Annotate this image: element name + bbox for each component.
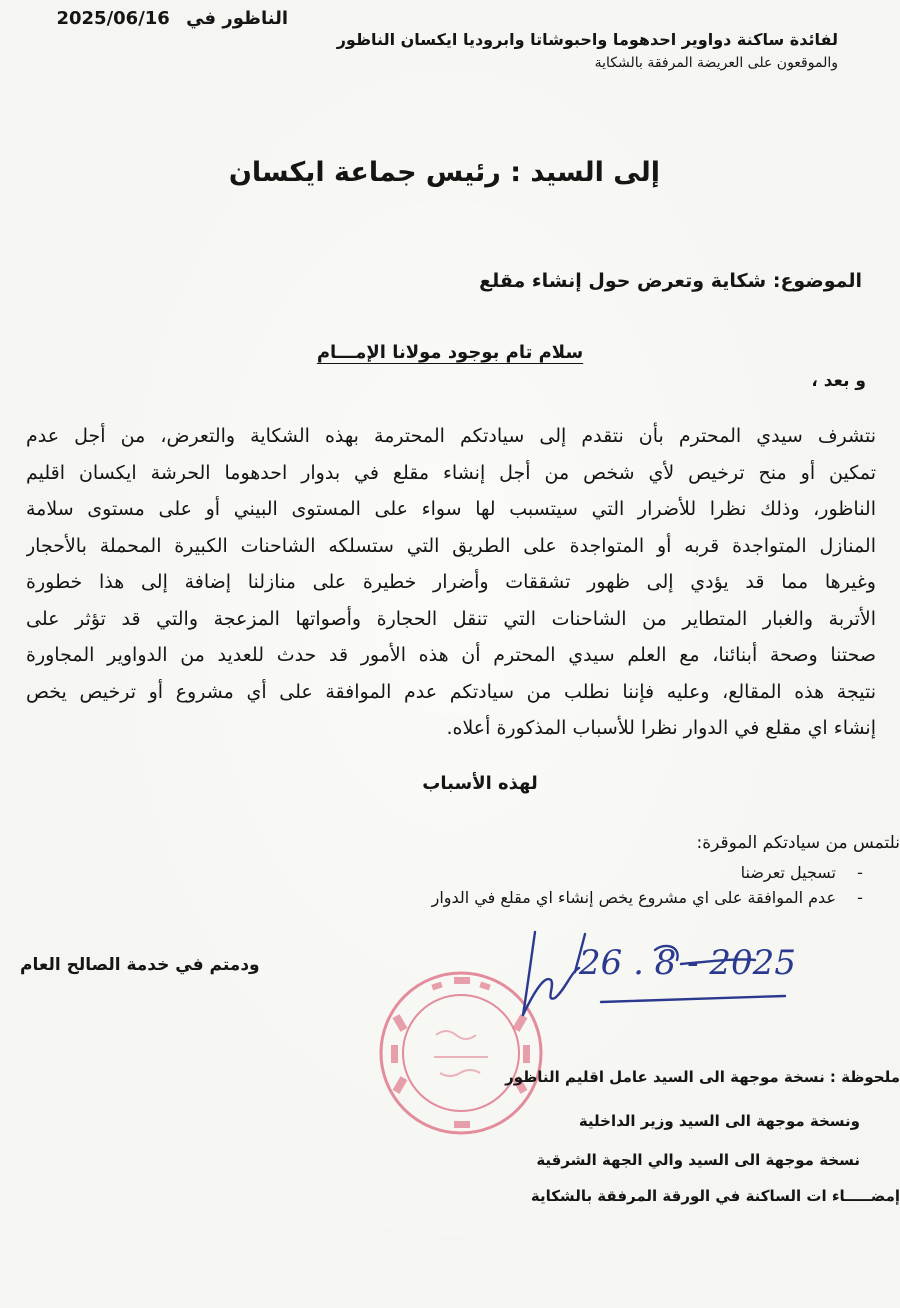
salutation-line: سلام تام بوجود مولانا الإمـــام <box>316 342 584 363</box>
body-line: المنازل المتواجدة قربه أو المتواجدة على الطريق التي ستسلكه الشاحنات الكبيرة المحملة بالأحجار <box>26 534 876 557</box>
request-item-text: عدم الموافقة على اي مشروع يخص إنشاء اي مقلع في الدوار <box>431 888 836 907</box>
body-line: تمكين أو منح ترخيص لأي شخص من أجل إنشاء مقلع في بدوار احدهوما الحرشة ايكسان اقليم <box>26 461 876 484</box>
handwritten-signature <box>505 920 860 1030</box>
place-and-date <box>58 8 288 29</box>
signatories-line: والموقعون على العريضة المرفقة بالشكاية <box>594 55 838 71</box>
body-line: نتشرف سيدي المحترم بأن نتقدم إلى سيادتكم المحترمة بهذه الشكاية والتعرض، من أجل عدم <box>26 425 876 447</box>
place-date-prefix: الناظور في <box>186 8 288 29</box>
note-line: ملحوظة : نسخة موجهة الى السيد عامل اقليم الناظور <box>505 1068 900 1086</box>
body-line: الناظور، وذلك نظرا للأضرار التي سيتسبب لها سواء على المستوى البيني أو على مستوى سلامة <box>26 498 876 520</box>
body-line: نتيجة هذه المقالع، وعليه فإننا نطلب من سيادتكم عدم الموافقة على أي مشروع أو ترخيص يخص <box>26 680 876 703</box>
list-item <box>346 860 866 885</box>
subject-line: الموضوع: شكاية وتعرض حول إنشاء مقلع <box>479 270 862 292</box>
list-bullet: - <box>857 888 863 907</box>
body-line: الأتربة والغبار المتطاير من الشاحنات التي تنقل الحجارة وأصواتها المزعجة والتي قد تؤثر على <box>26 607 876 630</box>
body-line: وغيرها مما قد يؤدي إلى ظهور تشققات وأضرار خطيرة على منازلنا إضافة إلى هذا خطورة <box>26 571 876 593</box>
for-reasons-heading: لهذه الأسباب <box>422 773 538 794</box>
request-intro: نلتمس من سيادتكم الموقرة: <box>696 833 900 853</box>
body-line: إنشاء اي مقلع في الدوار نظرا للأسباب المذكورة أعلاه. <box>446 717 876 739</box>
letter-body <box>26 418 876 747</box>
signature-date: 26 . 8 - 2025 <box>579 943 796 983</box>
body-line: صحتنا وصحة أبنائنا، مع العلم سيدي المحترم أن هذه الأمور قد حدث للعديد من الدواوير المجاورة <box>26 644 876 666</box>
list-item <box>346 885 866 910</box>
opening-phrase: و بعد ، <box>811 371 866 391</box>
request-item-text: تسجيل تعرضنا <box>740 863 836 882</box>
note-line: نسخة موجهة الى السيد والي الجهة الشرقية <box>536 1151 860 1169</box>
note-line: إمضـــــاء ات الساكنة في الورقة المرفقة بالشكاية <box>530 1187 900 1205</box>
request-list <box>346 860 866 910</box>
closing-line: ودمتم في خدمة الصالح العام <box>20 955 260 975</box>
note-line: ونسخة موجهة الى السيد وزير الداخلية <box>578 1112 860 1130</box>
beneficiaries-line: لفائدة ساكنة دواوير احدهوما واحبوشاتا وابروديا ايكسان الناظور <box>336 30 838 49</box>
addressee-heading: إلى السيد : رئيس جماعة ايكسان <box>228 157 660 188</box>
letter-date: 2025/06/16 <box>56 8 170 29</box>
list-bullet: - <box>857 863 863 882</box>
